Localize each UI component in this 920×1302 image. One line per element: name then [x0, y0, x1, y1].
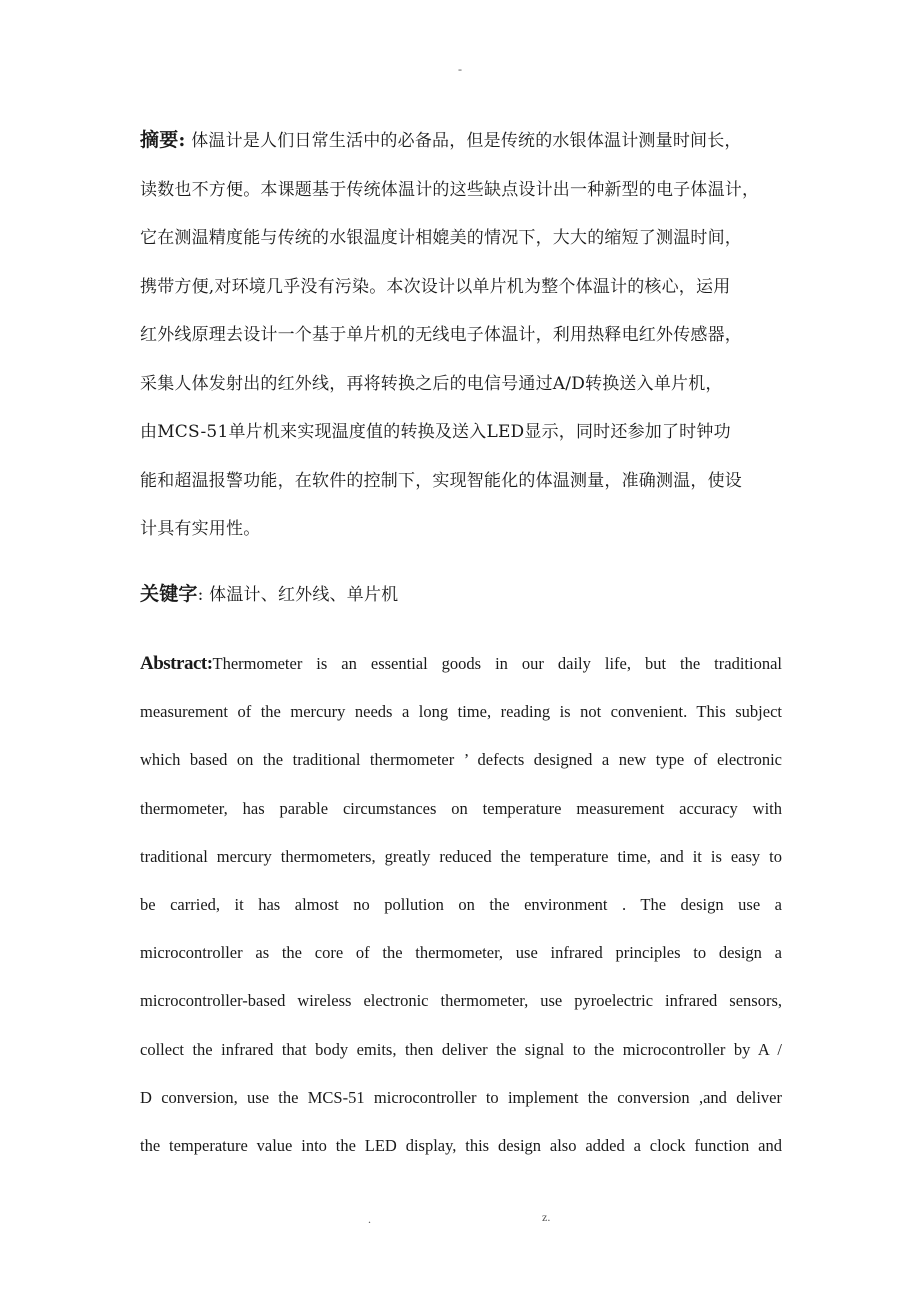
- english-abstract-line: collect the infrared that body emits, then deliver the signal to the microcontroller by A /: [140, 1039, 782, 1059]
- english-abstract-line: microcontroller-based wireless electronic thermometer, use pyroelectric infrared sensors,: [140, 991, 782, 1011]
- chinese-abstract-line: 携带方便,对环境几乎没有污染。本次设计以单片机为整个体温计的核心，运用: [140, 276, 731, 297]
- keywords-label: 关键字: [140, 583, 198, 605]
- english-abstract-line: measurement of the mercury needs a long time, reading is not convenient. This subject: [140, 702, 782, 722]
- chinese-abstract: [140, 116, 790, 554]
- page-header-mark: -: [458, 62, 462, 76]
- chinese-abstract-line: 由MCS-51单片机来实现温度值的转换及送入LED显示，同时还参加了时钟功: [140, 422, 731, 442]
- chinese-abstract-line: [140, 116, 790, 166]
- page-footer-left-mark: .: [368, 1212, 371, 1226]
- english-abstract: [140, 640, 782, 1170]
- english-abstract-text: Thermometer is an essential goods in our daily life, but the traditional: [212, 654, 782, 673]
- english-abstract-line: which based on the traditional thermometer ’ defects designed a new type of electronic: [140, 750, 782, 770]
- english-abstract-line: microcontroller as the core of the thermometer, use infrared principles to design a: [140, 943, 782, 963]
- english-abstract-line: [140, 640, 782, 688]
- english-abstract-line: thermometer, has parable circumstances on temperature measurement accuracy with: [140, 798, 782, 818]
- chinese-abstract-text: 体温计是人们日常生活中的必备品，但是传统的水银体温计测量时间长，: [185, 131, 742, 151]
- english-abstract-line: D conversion, use the MCS-51 microcontroller to implement the conversion ,and deliver: [140, 1087, 782, 1107]
- chinese-abstract-line: 红外线原理去设计一个基于单片机的无线电子体温计，利用热释电红外传感器，: [140, 325, 742, 345]
- chinese-abstract-line: 它在测温精度能与传统的水银温度计相媲美的情况下，大大的缩短了测温时间，: [140, 228, 742, 248]
- chinese-abstract-line: 采集人体发射出的红外线，再将转换之后的电信号通过A/D转换送入单片机，: [140, 373, 723, 394]
- page-footer-right-mark: z.: [542, 1210, 551, 1224]
- chinese-abstract-line: 读数也不方便。本课题基于传统体温计的这些缺点设计出一种新型的电子体温计，: [140, 179, 760, 200]
- chinese-abstract-label: 摘要:: [140, 129, 186, 151]
- english-abstract-line: the temperature value into the LED display, this design also added a clock function and: [140, 1136, 782, 1156]
- keywords-text: : 体温计、红外线、单片机: [197, 585, 399, 605]
- english-abstract-line: be carried, it has almost no pollution on the environment . The design use a: [140, 895, 782, 915]
- english-abstract-line: traditional mercury thermometers, greatly reduced the temperature time, and it is easy to: [140, 846, 782, 866]
- english-abstract-label: Abstract:: [140, 653, 213, 674]
- chinese-abstract-line: 能和超温报警功能，在软件的控制下，实现智能化的体温测量，准确测温，使设: [140, 470, 742, 491]
- chinese-abstract-line: 计具有实用性。: [140, 519, 261, 539]
- chinese-keywords: [140, 570, 790, 620]
